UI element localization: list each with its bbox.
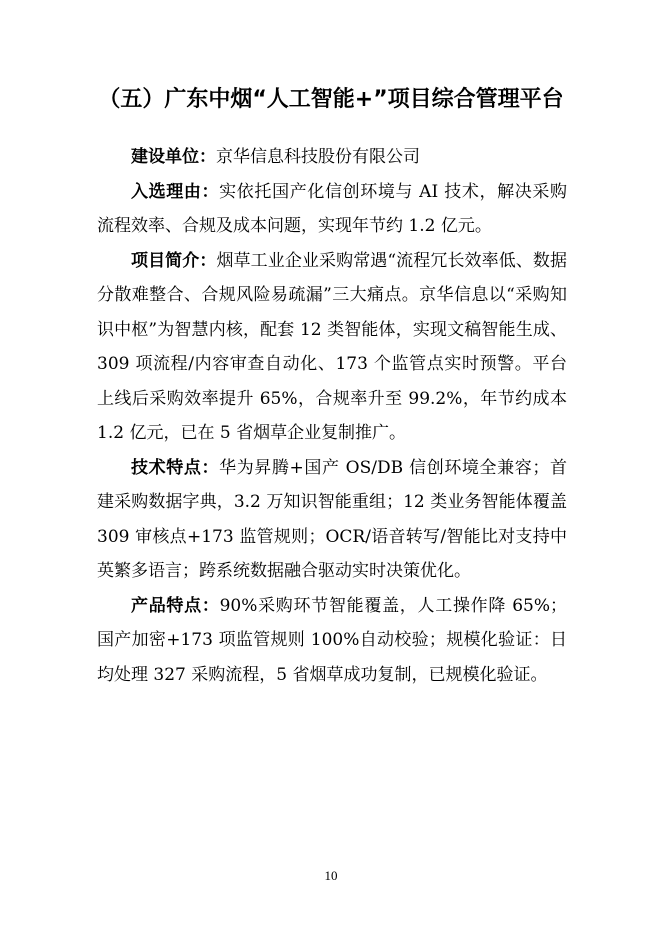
section-product	[97, 589, 567, 693]
section-label: 产品特点：	[131, 595, 220, 616]
section-tech	[97, 451, 567, 589]
section-intro	[97, 244, 567, 451]
section-label: 项目简介：	[131, 250, 217, 271]
section-label: 技术特点：	[131, 457, 220, 478]
section-text: 90%采购环节智能覆盖，人工操作降 65%；国产加密+173 项监管规则 100%自动校验；规模化验证：日均处理 327 采购流程，5 省烟草成功复制，已规模化验证。	[97, 595, 567, 685]
section-label: 建设单位：	[131, 147, 216, 167]
section-reason	[97, 175, 567, 244]
section-text: 京华信息科技股份有限公司	[216, 147, 420, 167]
document-body	[97, 140, 567, 692]
section-builder	[97, 140, 567, 175]
document-title: （五）广东中烟“人工智能+”项目综合管理平台	[98, 87, 564, 112]
section-text: 实依托国产化信创环境与 AI 技术，解决采购流程效率、合规及成本问题，实现年节约 1.2 亿元。	[97, 181, 567, 236]
section-text: 华为昇腾+国产 OS/DB 信创环境全兼容；首建采购数据字典，3.2 万知识智能重组；12 类业务智能体覆盖 309 审核点+173 监管规则；OCR/语音转写/智能比对支持中英繁多语言；跨系统数据融合驱动实时决策优化。	[97, 457, 568, 581]
page-number: 10	[324, 868, 338, 883]
section-text: 烟草工业企业采购常遇“流程冗长效率低、数据分散难整合、合规风险易疏漏”三大痛点。京华信息以“采购知识中枢”为智慧内核，配套 12 类智能体，实现文稿智能生成、309 项流程/内容审查自动化、173 个监管点实时预警。平台上线后采购效率提升 65%，合规率升至 99.2%，年节约成本 1.2 亿元，已在 5 省烟草企业复制推广。	[97, 250, 567, 443]
section-label: 入选理由：	[131, 181, 220, 202]
